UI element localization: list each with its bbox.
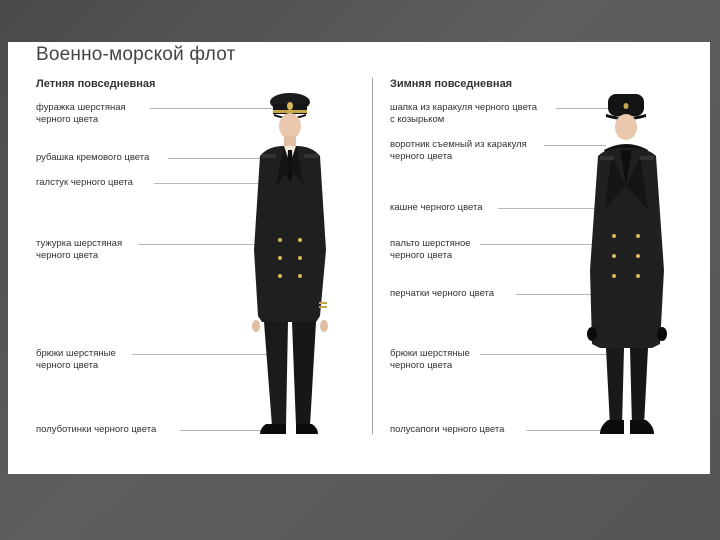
summer-label-tie: галстук черного цвета	[36, 177, 133, 188]
column-divider	[372, 78, 373, 434]
summer-label-cap: фуражка шерстяная черного цвета	[36, 102, 126, 125]
winter-heading: Зимняя повседневная	[390, 78, 513, 90]
winter-label-boots: полусапоги черного цвета	[390, 424, 505, 435]
summer-label-shoes: полуботинки черного цвета	[36, 424, 157, 435]
winter-label-coat: пальто шерстяное черного цвета	[390, 238, 471, 261]
winter-label-hat: шапка из каракуля черного цвета с козырьком	[390, 102, 538, 125]
leader-line	[480, 244, 598, 245]
summer-label-shirt: рубашка кремового цвета	[36, 152, 150, 163]
winter-label-trousers: брюки шерстяные черного цвета	[390, 348, 470, 371]
winter-label-gloves: перчатки черного цвета	[390, 288, 495, 299]
winter-uniform-figure	[582, 90, 674, 442]
winter-label-scarf: кашне черного цвета	[390, 202, 483, 213]
summer-label-trousers: брюки шерстяные черного цвета	[36, 348, 116, 371]
slide	[8, 42, 710, 474]
summer-uniform-figure	[246, 90, 336, 442]
summer-label-jacket: тужурка шерстяная черного цвета	[36, 238, 123, 261]
slide-title: Военно-морской флот	[36, 44, 236, 65]
winter-label-collar: воротник съемный из каракуля черного цвета	[390, 139, 527, 162]
summer-heading: Летняя повседневная	[36, 78, 156, 90]
